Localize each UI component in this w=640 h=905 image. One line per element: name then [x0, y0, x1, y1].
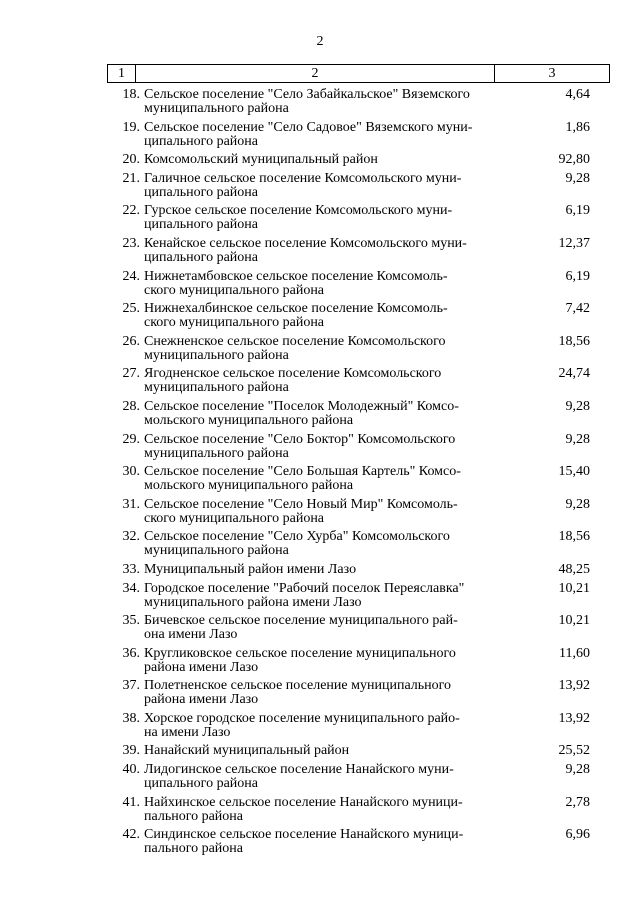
row-number: 33. [122, 561, 140, 577]
table-row [107, 744, 610, 758]
settlement-name-line: Ягодненское сельское поселение Комсомольского [144, 366, 442, 382]
row-number: 35. [122, 613, 140, 629]
table-row [107, 204, 610, 232]
row-value: 10,21 [558, 613, 590, 629]
row-number: 37. [122, 678, 140, 694]
settlement-name-line: Сельское поселение "Село Забайкальское" Вяземского [144, 87, 470, 102]
row-value: 10,21 [558, 580, 590, 596]
row-value: 2,78 [565, 794, 590, 810]
settlement-name-line: муниципального района [144, 101, 289, 116]
settlement-name [141, 465, 490, 493]
settlement-name [141, 302, 490, 330]
settlement-name-line: муниципального района [144, 380, 289, 396]
settlement-name [141, 530, 490, 558]
settlement-name-line: пального района [144, 841, 243, 857]
row-value: 6,19 [565, 203, 590, 219]
settlement-name-line: мольского муниципального района [144, 478, 354, 494]
settlement-name-line: ципального района [144, 133, 258, 149]
table-row [107, 433, 610, 461]
table-row [107, 679, 610, 707]
settlement-name-line: ского муниципального района [144, 282, 325, 298]
row-value: 7,42 [565, 301, 590, 317]
settlement-name-line: ципального района [144, 184, 258, 200]
settlement-name-line: района имени Лазо [144, 659, 259, 675]
settlement-name [141, 153, 490, 167]
table-row [107, 763, 610, 791]
table-row [107, 465, 610, 493]
settlement-name [141, 335, 490, 363]
row-number: 26. [122, 333, 140, 349]
settlement-name [141, 237, 490, 265]
settlement-name-line: ципального района [144, 249, 258, 265]
settlement-name [141, 121, 490, 149]
settlement-name-line: на имени Лазо [144, 724, 231, 740]
row-value: 9,28 [565, 170, 590, 186]
settlement-name-line: ципального района [144, 217, 258, 233]
settlement-name [141, 400, 490, 428]
row-number: 27. [122, 366, 140, 382]
settlement-name-line: района имени Лазо [144, 692, 259, 708]
settlement-name-line: мольского муниципального района [144, 412, 354, 428]
settlement-name-line: Сельское поселение "Село Новый Мир" Комсомоль- [144, 496, 458, 512]
table-body [107, 88, 610, 861]
settlement-name-line: муниципального района имени Лазо [144, 594, 362, 610]
page-number: 2 [316, 34, 324, 49]
settlement-name-line: Кругликовское сельское поселение муниципального [144, 645, 456, 661]
row-number: 38. [122, 710, 140, 726]
column-header-2: 2 [136, 65, 495, 82]
row-value: 13,92 [558, 678, 590, 694]
settlement-name-line: ципального района [144, 776, 258, 792]
table-row [107, 270, 610, 298]
row-number: 18. [122, 87, 140, 102]
settlement-name-line: Нанайский муниципальный район [144, 743, 350, 759]
row-value: 9,28 [565, 762, 590, 778]
row-number: 42. [122, 827, 140, 843]
row-value: 6,19 [565, 268, 590, 284]
row-value: 15,40 [558, 464, 590, 480]
settlement-name [141, 796, 490, 824]
row-number: 30. [122, 464, 140, 480]
settlement-name [141, 744, 490, 758]
settlement-name-line: Бичевское сельское поселение муниципального рай- [144, 613, 458, 629]
settlement-name-line: Сельское поселение "Поселок Молодежный" Комсо- [144, 398, 459, 414]
settlement-name-line: Сельское поселение "Село Большая Картель" Комсо- [144, 464, 461, 480]
settlement-name-line: Найхинское сельское поселение Нанайского муници- [144, 794, 463, 810]
row-value: 9,28 [565, 431, 590, 447]
table-row [107, 614, 610, 642]
row-value: 9,28 [565, 496, 590, 512]
table-row [107, 153, 610, 167]
settlement-name-line: Сельское поселение "Село Боктор" Комсомольского [144, 431, 456, 447]
row-value: 12,37 [558, 235, 590, 251]
settlement-name [141, 367, 490, 395]
row-number: 21. [122, 170, 140, 186]
table-row [107, 88, 610, 116]
settlement-name-line: Хорское городское поселение муниципального райо- [144, 710, 460, 726]
column-header-1: 1 [108, 65, 136, 82]
settlement-name-line: ского муниципального района [144, 315, 325, 331]
settlement-name [141, 679, 490, 707]
settlement-name-line: ского муниципального района [144, 510, 325, 526]
table-row [107, 796, 610, 824]
settlement-name-line: Гурское сельское поселение Комсомольского муни- [144, 203, 453, 219]
settlement-name-line: Сельское поселение "Село Хурба" Комсомольского [144, 529, 450, 545]
settlement-name-line: Галичное сельское поселение Комсомольского муни- [144, 170, 462, 186]
settlement-name-line: муниципального района [144, 347, 289, 363]
table-header [107, 64, 610, 83]
settlement-name-line: Сельское поселение "Село Садовое" Вяземского муни- [144, 119, 473, 135]
table-row [107, 172, 610, 200]
table-row [107, 498, 610, 526]
row-number: 34. [122, 580, 140, 596]
settlement-name-line: Нижнехалбинское сельское поселение Комсомоль- [144, 301, 448, 317]
table-row [107, 828, 610, 856]
row-number: 39. [122, 743, 140, 759]
settlement-name-line: Полетненское сельское поселение муниципального [144, 678, 452, 694]
settlement-name-line: она имени Лазо [144, 627, 238, 643]
settlement-name-line: муниципального района [144, 543, 289, 559]
settlement-name-line: пального района [144, 808, 243, 824]
row-value: 4,64 [565, 87, 590, 102]
row-value: 1,86 [565, 119, 590, 135]
row-value: 6,96 [565, 827, 590, 843]
row-number: 40. [122, 762, 140, 778]
table-row [107, 335, 610, 363]
row-number: 32. [122, 529, 140, 545]
settlement-name-line: Комсомольский муниципальный район [144, 152, 378, 168]
row-value: 25,52 [558, 743, 590, 759]
settlement-name-line: Муниципальный район имени Лазо [144, 561, 357, 577]
row-number: 19. [122, 119, 140, 135]
settlement-name-line: Синдинское сельское поселение Нанайского муници- [144, 827, 464, 843]
row-number: 20. [122, 152, 140, 168]
table-row [107, 530, 610, 558]
table-row [107, 302, 610, 330]
row-value: 92,80 [558, 152, 590, 168]
row-number: 36. [122, 645, 140, 661]
row-number: 23. [122, 235, 140, 251]
settlement-name [141, 433, 490, 461]
settlement-name [141, 647, 490, 675]
table-row [107, 237, 610, 265]
settlement-name-line: Кенайское сельское поселение Комсомольского муни- [144, 235, 467, 251]
row-value: 18,56 [558, 529, 590, 545]
settlement-name-line: Городское поселение "Рабочий поселок Переяславка" [144, 580, 465, 596]
table-row [107, 563, 610, 577]
settlement-name-line: Снежненское сельское поселение Комсомольского [144, 333, 446, 349]
settlement-name [141, 563, 490, 577]
settlement-name [141, 614, 490, 642]
settlement-name [141, 172, 490, 200]
settlement-name-line: муниципального района [144, 445, 289, 461]
settlement-name [141, 88, 490, 116]
table-row [107, 582, 610, 610]
table-row [107, 121, 610, 149]
row-value: 11,60 [559, 645, 590, 661]
column-header-3: 3 [548, 65, 556, 81]
row-value: 9,28 [565, 398, 590, 414]
settlement-name [141, 712, 490, 740]
settlement-name-line: Нижнетамбовское сельское поселение Комсомоль- [144, 268, 448, 284]
row-value: 24,74 [558, 366, 590, 382]
settlement-name [141, 270, 490, 298]
row-number: 29. [122, 431, 140, 447]
row-number: 25. [122, 301, 140, 317]
row-value: 18,56 [558, 333, 590, 349]
settlement-name [141, 828, 490, 856]
settlement-name [141, 498, 490, 526]
table-row [107, 367, 610, 395]
table-row [107, 712, 610, 740]
table-row [107, 647, 610, 675]
table-row [107, 400, 610, 428]
row-number: 24. [122, 268, 140, 284]
settlement-name [141, 582, 490, 610]
row-value: 13,92 [558, 710, 590, 726]
row-number: 28. [122, 398, 140, 414]
row-value: 48,25 [558, 561, 590, 577]
settlement-name-line: Лидогинское сельское поселение Нанайского муни- [144, 762, 454, 778]
row-number: 31. [122, 496, 140, 512]
settlement-name [141, 204, 490, 232]
settlement-name [141, 763, 490, 791]
row-number: 22. [122, 203, 140, 219]
row-number: 41. [122, 794, 140, 810]
